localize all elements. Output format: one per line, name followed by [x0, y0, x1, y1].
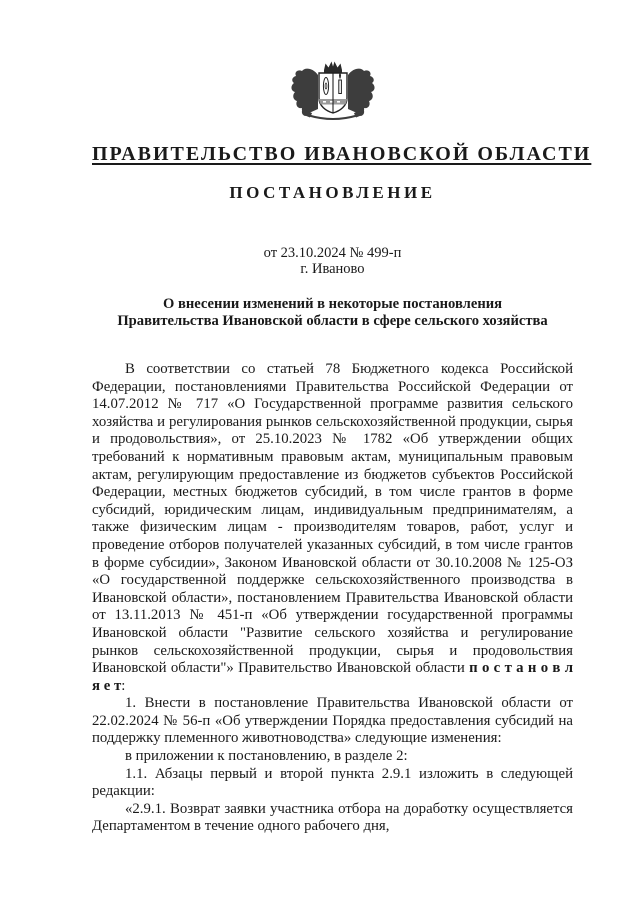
body-paragraph-1: [92, 361, 573, 695]
doc-subject-line2: Правительства Ивановской области в сфере сельского хозяйства: [117, 312, 548, 329]
org-title: ПРАВИТЕЛЬСТВО ИВАНОВСКОЙ ОБЛАСТИ: [92, 143, 592, 165]
doc-type-title: ПОСТАНОВЛЕНИЕ: [229, 183, 436, 202]
doc-subject: [92, 296, 573, 329]
doc-place: г. Иваново: [300, 261, 365, 277]
decree-verb-bold: п о с т а н о в л я е т: [92, 660, 574, 694]
doc-body: [92, 361, 573, 836]
doc-subject-line1: О внесении изменений в некоторые постановления: [162, 296, 503, 312]
paragraph-1-tail: :: [121, 677, 126, 694]
doc-date-number: от 23.10.2024 № 499-п: [263, 245, 402, 261]
paragraph-1-text: В соответствии со статьей 78 Бюджетного кодекса Российской Федерации, постановлениями Правительства Российской Федерации от 14.07.2012 № 717 «О Государственной программе развития сельского хозяйства и регулирования рынков сельскохозяйственной продукции, сырья и продовольствия», от 25.10.2023 № 1782 «Об утверждении общих требований к нормативным правовым актам, муниципальным правовым актам, регулирующим предоставление из бюджетов субъектов Российской Федерации, местных бюджетов субсидий, в том числе грантов в форме субсидий, юридическим лицам, индивидуальным предпринимателям, а также физическим лицам - производителям товаров, работ, услуг и проведение отборов получателей указанных субсидий, в том числе грантов в форме субсидии», Законом Ивановской области от 30.10.2008 № 125-ОЗ «О государственной поддержке сельскохозяйственного производства в Ивановской области», постановлением Правительства Ивановской области от 13.11.2013 № 451-п «Об утверждении государственной программы Ивановской области "Развитие сельского хозяйства и регулирование рынков сельскохозяйственной продукции, сырья и продовольствия Ивановской области"» Правительство Ивановской области: [92, 361, 573, 677]
coat-of-arms-icon: [291, 60, 375, 124]
body-paragraph-3: в приложении к постановлению, в разделе 2:: [125, 748, 408, 765]
body-paragraph-4: 1.1. Абзацы первый и второй пункта 2.9.1 изложить в следующей редакции:: [92, 765, 573, 800]
body-paragraph-5: «2.9.1. Возврат заявки участника отбора на доработку осуществляется Департаментом в течение одного рабочего дня,: [92, 800, 573, 835]
body-paragraph-2: 1. Внести в постановление Правительства Ивановской области от 22.02.2024 № 56-п «Об утверждении Порядка предоставления субсидий на поддержку племенного животноводства» следующие изменения:: [92, 695, 573, 747]
doc-meta: [92, 245, 573, 277]
